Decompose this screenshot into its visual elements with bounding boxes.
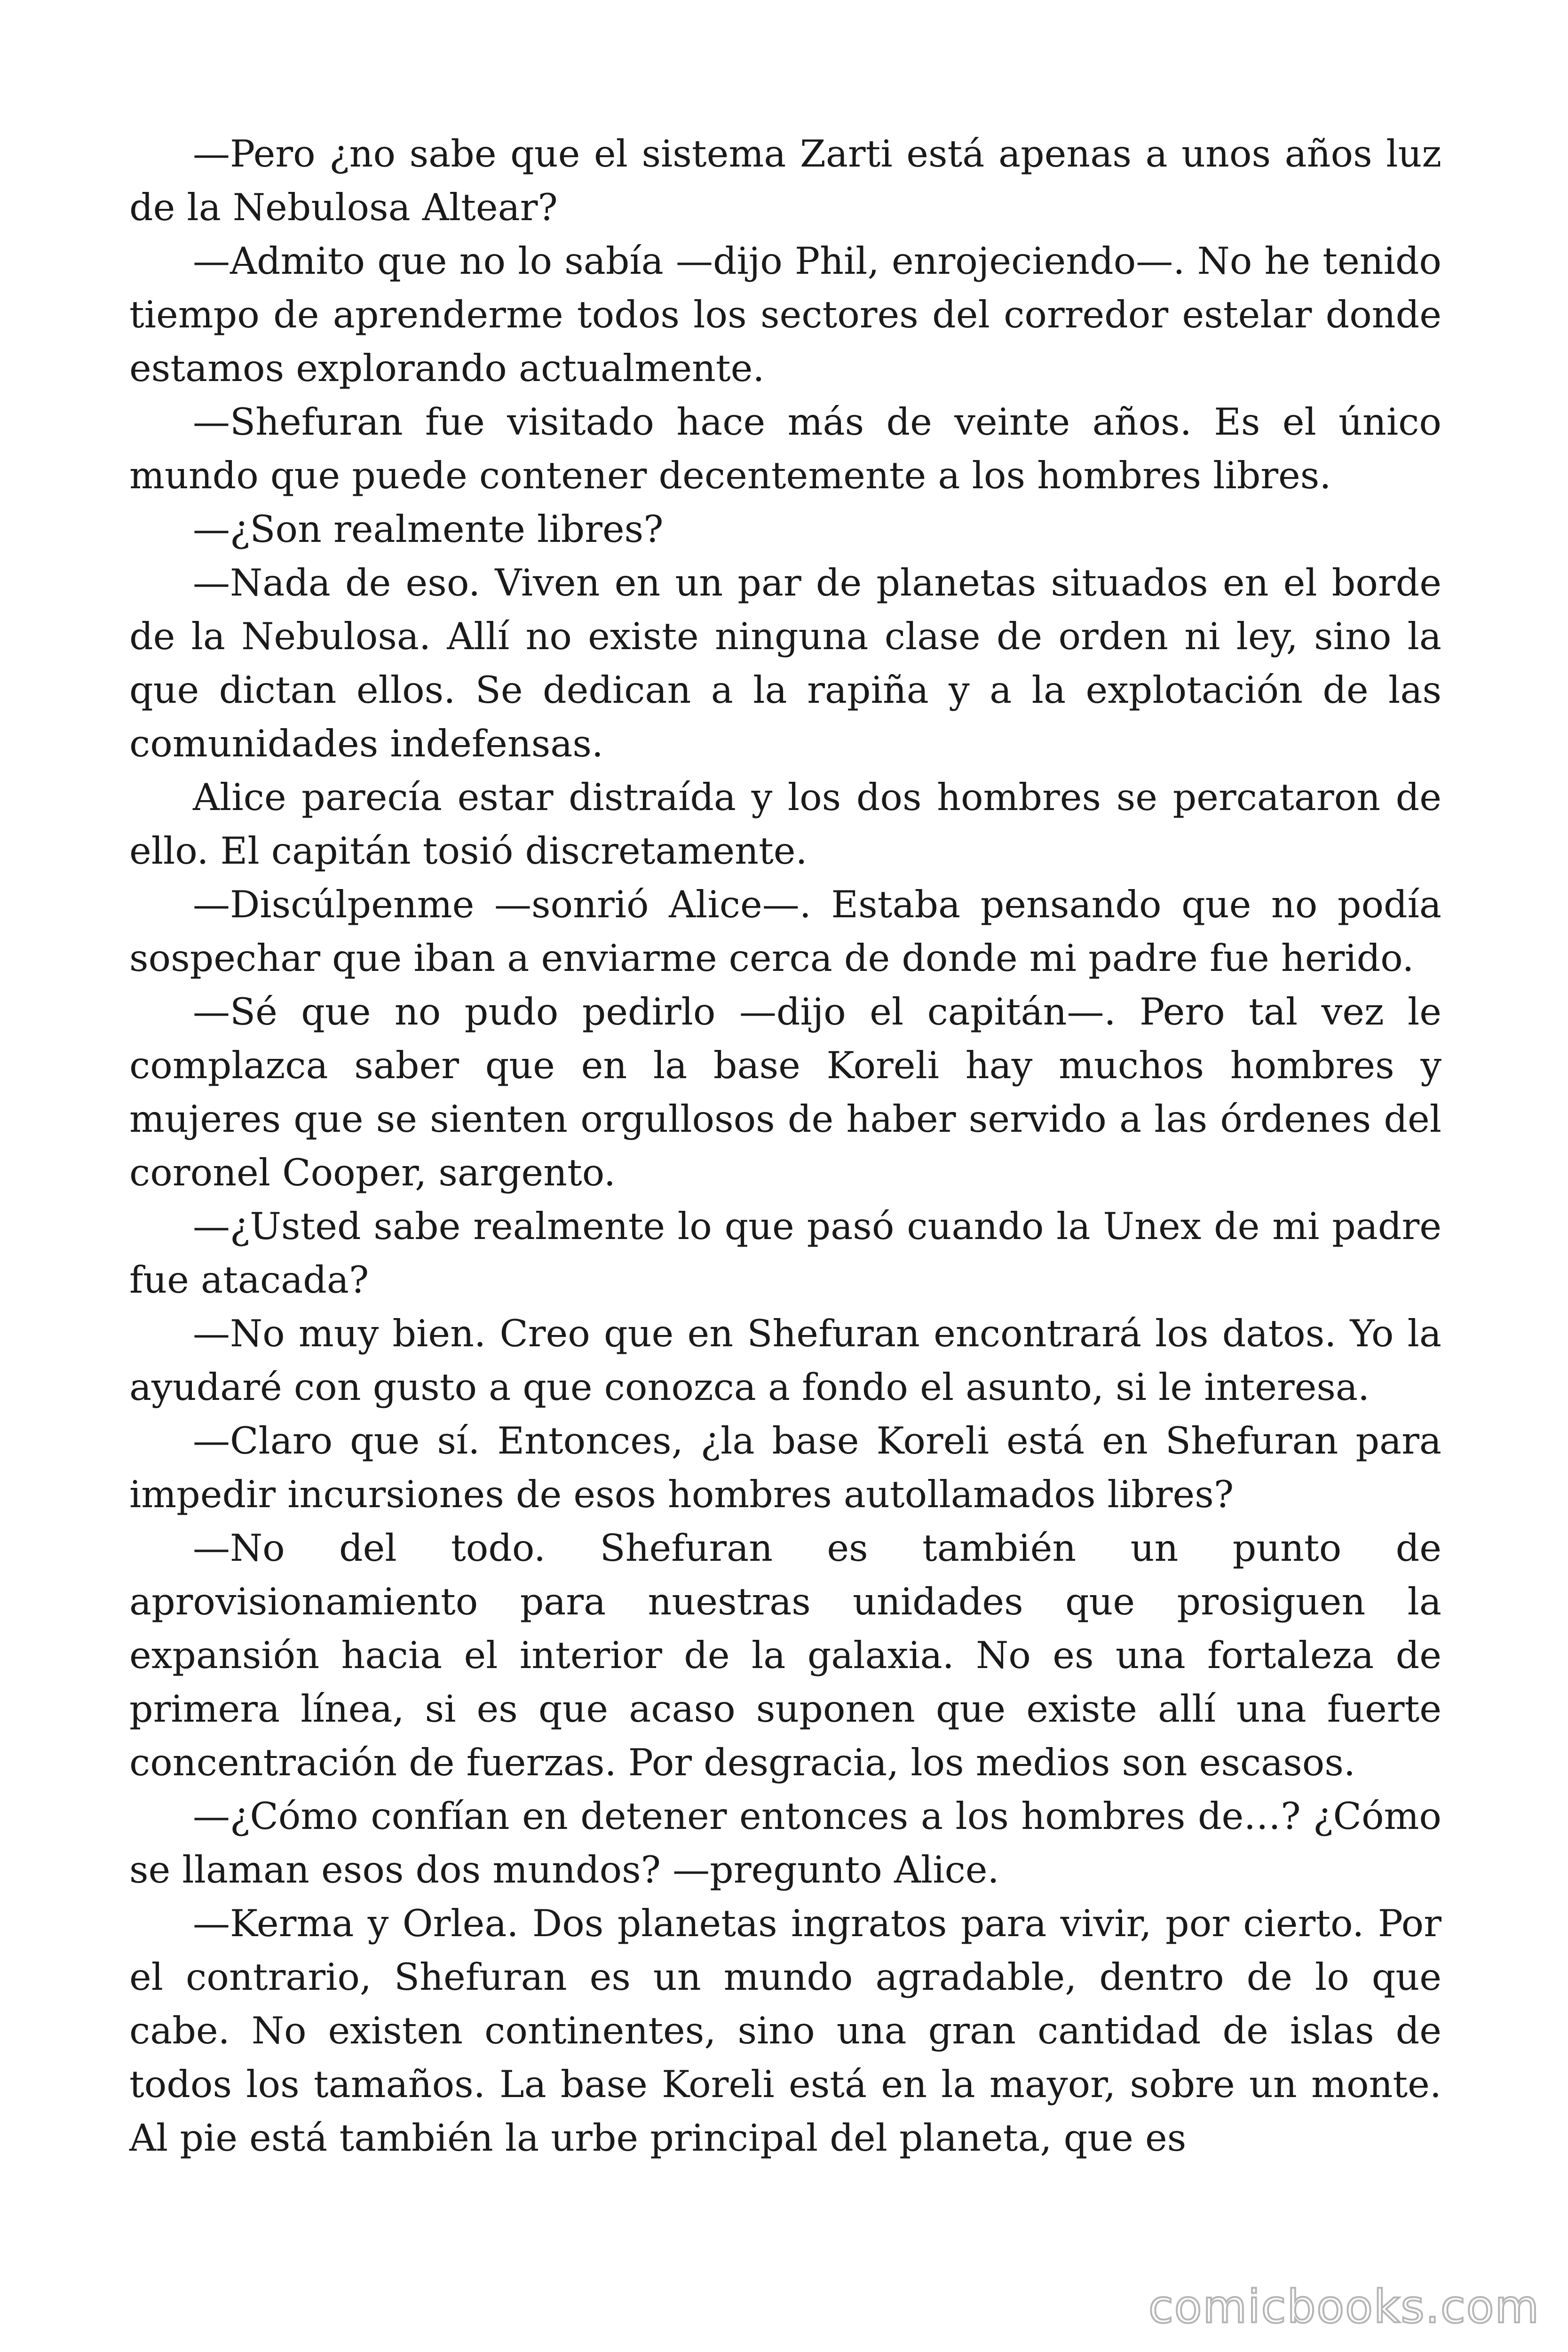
page-body <box>129 127 1441 2165</box>
paragraph: —Claro que sí. Entonces, ¿la base Koreli está en Shefuran para impedir incursiones de esos hombres autollamados libres? <box>129 1419 1441 1516</box>
paragraph: —¿Son realmente libres? <box>193 508 664 551</box>
watermark: comicbooks.com <box>1148 2280 1540 2333</box>
paragraph: Alice parecía estar distraída y los dos hombres se percataron de ello. El capitán tosió discretamente. <box>129 776 1441 873</box>
paragraph: —Kerma y Orlea. Dos planetas ingratos para vivir, por cierto. Por el contrario, Shefuran es un mundo agradable, dentro de lo que cabe. No existen continentes, sino una gran cantidad de islas de todos los tamaños. La base Koreli está en la mayor, sobre un monte. Al pie está también la urbe principal del planeta, que es <box>129 1902 1441 2160</box>
paragraph: —Shefuran fue visitado hace más de veinte años. Es el único mundo que puede contener decentemente a los hombres libres. <box>129 400 1441 497</box>
paragraph: —No muy bien. Creo que en Shefuran encontrará los datos. Yo la ayudaré con gusto a que conozca a fondo el asunto, si le interesa. <box>129 1312 1441 1409</box>
paragraph: —Sé que no pudo pedirlo —dijo el capitán—. Pero tal vez le complazca saber que en la base Koreli hay muchos hombres y mujeres que se sienten orgullosos de haber servido a las órdenes del coronel Cooper, sargento. <box>129 990 1441 1194</box>
paragraph: —Discúlpenme —sonrió Alice—. Estaba pensando que no podía sospechar que iban a enviarme cerca de donde mi padre fue herido. <box>129 883 1441 980</box>
paragraph: —¿Cómo confían en detener entonces a los hombres de…? ¿Cómo se llaman esos dos mundos? —pregunto Alice. <box>129 1795 1441 1891</box>
paragraph: —Pero ¿no sabe que el sistema Zarti está apenas a unos años luz de la Nebulosa Altear? <box>129 132 1441 229</box>
paragraph: —Admito que no lo sabía —dijo Phil, enrojeciendo—. No he tenido tiempo de aprenderme todos los sectores del corredor estelar donde estamos explorando actualmente. <box>129 239 1441 390</box>
paragraph: —Nada de eso. Viven en un par de planetas situados en el borde de la Nebulosa. Allí no existe ninguna clase de orden ni ley, sino la que dictan ellos. Se dedican a la rapiña y a la explotación de las comunidades indefensas. <box>129 561 1441 765</box>
paragraph: —No del todo. Shefuran es también un punto de aprovisionamiento para nuestras unidades que prosiguen la expansión hacia el interior de la galaxia. No es una fortaleza de primera línea, si es que acaso suponen que existe allí una fuerte concentración de fuerzas. Por desgracia, los medios son escasos. <box>129 1526 1441 1784</box>
paragraph: —¿Usted sabe realmente lo que pasó cuando la Unex de mi padre fue atacada? <box>129 1205 1441 1302</box>
